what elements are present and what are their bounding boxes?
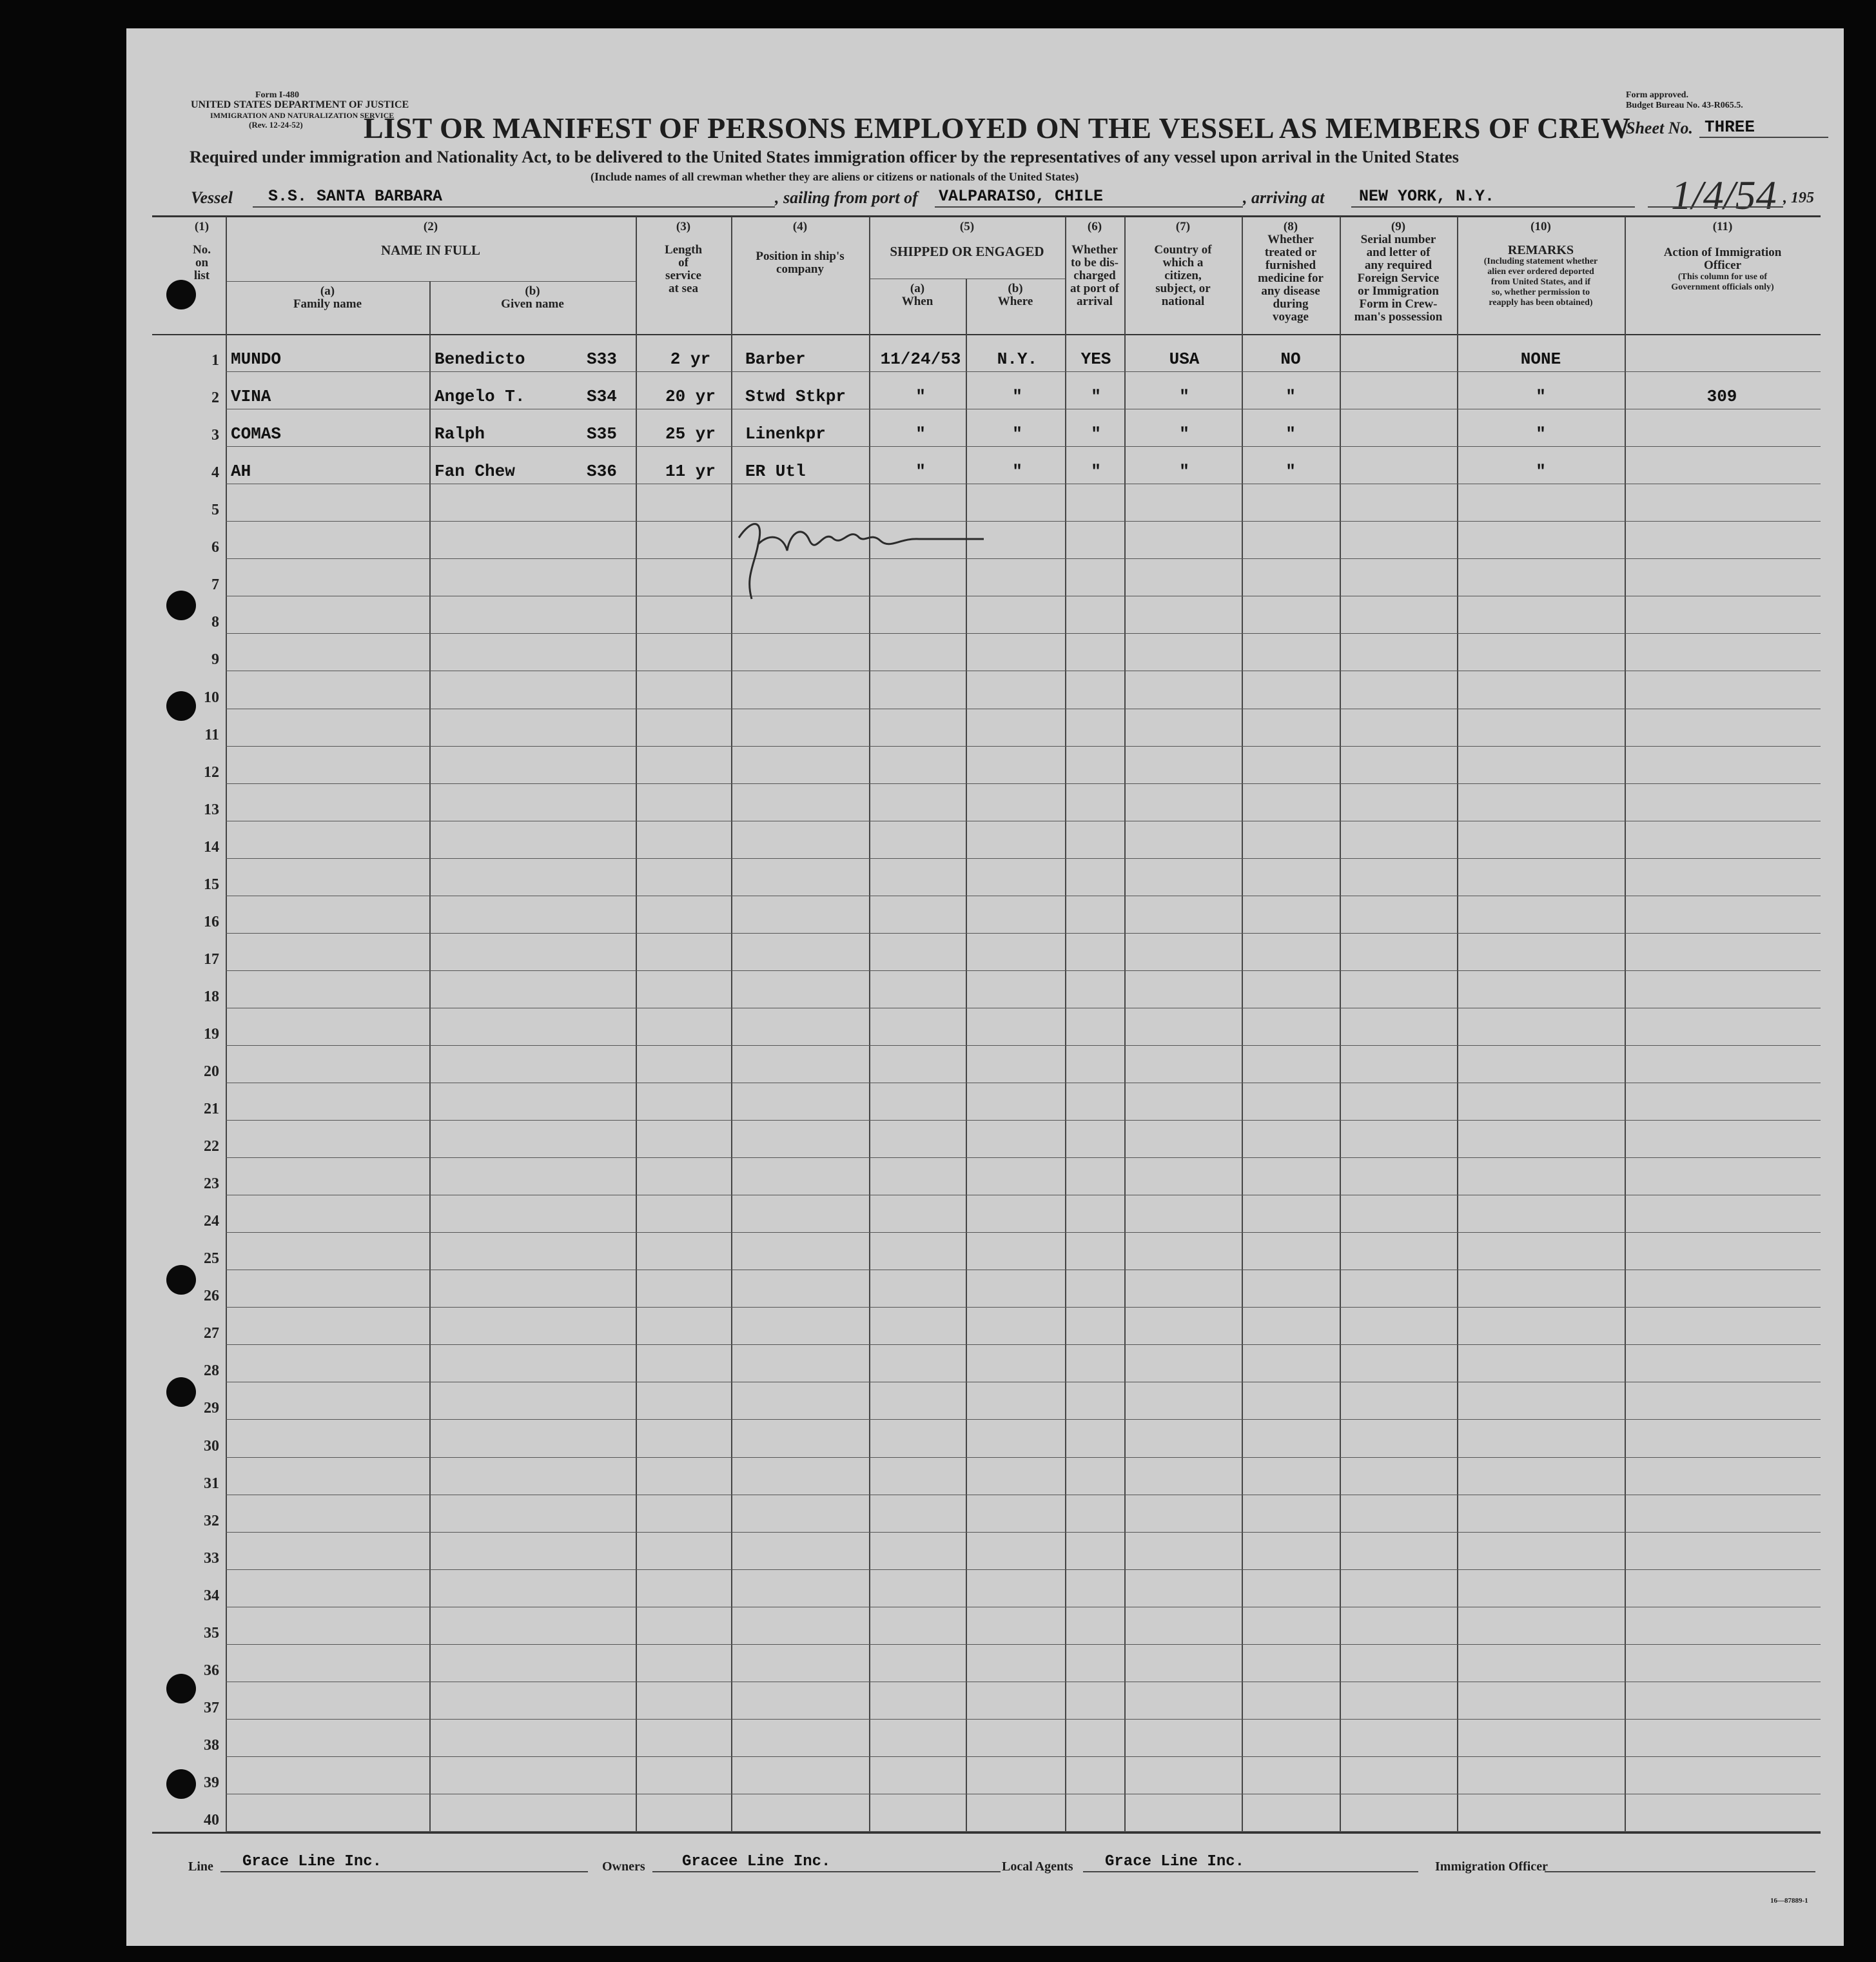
agency-line-2: IMMIGRATION AND NATURALIZATION SERVICE bbox=[210, 111, 395, 120]
row-number: 7 bbox=[211, 576, 219, 594]
col-line bbox=[1065, 217, 1066, 1832]
handwritten-signature bbox=[726, 493, 997, 622]
footer-line-rule bbox=[220, 1871, 588, 1872]
col2b-header bbox=[429, 285, 636, 311]
cell-remarks: " bbox=[1536, 387, 1546, 407]
cell-position: Barber bbox=[745, 349, 806, 369]
col-line bbox=[1625, 217, 1626, 1832]
col2b-number: (b) bbox=[525, 284, 540, 298]
col2a-number: (a) bbox=[320, 284, 335, 298]
row-number: 12 bbox=[204, 763, 219, 781]
col5b-label: Where bbox=[997, 295, 1033, 308]
row-number: 27 bbox=[204, 1325, 219, 1342]
arriving-label: , arriving at bbox=[1243, 188, 1325, 207]
row-rule bbox=[226, 633, 1821, 634]
col8-number: (8) bbox=[1283, 220, 1298, 233]
row-number: 28 bbox=[204, 1362, 219, 1380]
cell-when: 11/24/53 bbox=[880, 349, 961, 369]
col8-line: treated or bbox=[1264, 246, 1317, 259]
footer-owners-value: Gracee Line Inc. bbox=[682, 1853, 831, 1870]
row-number: 34 bbox=[204, 1587, 219, 1604]
footer-agents-label: Local Agents bbox=[1002, 1859, 1073, 1874]
col7-number: (7) bbox=[1175, 220, 1191, 233]
cell-country: " bbox=[1179, 387, 1189, 407]
col4-number: (4) bbox=[792, 220, 808, 233]
cell-medicine: " bbox=[1285, 462, 1296, 482]
row-rule bbox=[226, 1157, 1821, 1158]
row-number: 38 bbox=[204, 1736, 219, 1754]
table-bottom-rule bbox=[152, 1832, 1821, 1834]
sailing-label: , sailing from port of bbox=[775, 188, 918, 207]
row-rule bbox=[226, 1344, 1821, 1345]
row-rule bbox=[226, 1120, 1821, 1121]
col6-line: at port of bbox=[1070, 282, 1119, 295]
col8-header bbox=[1242, 221, 1340, 324]
col3-line: at sea bbox=[669, 282, 698, 295]
cell-where: " bbox=[1012, 462, 1022, 482]
col10-number: (10) bbox=[1530, 220, 1551, 233]
col5b-header bbox=[966, 282, 1065, 308]
cell-country: " bbox=[1179, 462, 1189, 482]
col2b-label: Given name bbox=[501, 297, 564, 311]
col10-title: REMARKS bbox=[1507, 243, 1574, 257]
cell-family: COMAS bbox=[231, 424, 282, 444]
row-number: 25 bbox=[204, 1250, 219, 1268]
col11-header bbox=[1625, 221, 1821, 293]
footer-line-value: Grace Line Inc. bbox=[242, 1853, 382, 1870]
col10-line: so, whether permission to bbox=[1491, 288, 1590, 297]
row-number: 17 bbox=[204, 950, 219, 968]
row-rule bbox=[226, 1457, 1821, 1458]
arrival-date: 1/4/54 bbox=[1671, 172, 1777, 218]
cell-position: Linenkpr bbox=[745, 424, 826, 444]
col7-line: Country of bbox=[1154, 243, 1212, 257]
col1-line: on bbox=[195, 256, 209, 270]
cell-position: ER Utl bbox=[745, 462, 806, 482]
col11-line: Government officials only) bbox=[1671, 282, 1774, 292]
form-title: LIST OR MANIFEST OF PERSONS EMPLOYED ON THE VESSEL AS MEMBERS OF CREW bbox=[364, 112, 1631, 144]
row-number: 6 bbox=[211, 539, 219, 556]
cell-service: 25 yr bbox=[665, 424, 716, 444]
col-line bbox=[731, 217, 732, 1832]
approval-line-2: Budget Bureau No. 43-R065.5. bbox=[1626, 101, 1743, 110]
row-number: 36 bbox=[204, 1662, 219, 1679]
cell-country: " bbox=[1179, 424, 1189, 444]
col8-line: Whether bbox=[1267, 233, 1314, 246]
cell-remarks: " bbox=[1536, 424, 1546, 444]
cell-given: Angelo T. bbox=[435, 387, 525, 407]
cell-code: S35 bbox=[587, 424, 617, 444]
col-line bbox=[226, 217, 227, 1832]
col3-line: of bbox=[678, 256, 689, 270]
row-rule bbox=[226, 371, 1821, 372]
cell-family: AH bbox=[231, 462, 251, 482]
row-number: 3 bbox=[211, 427, 219, 444]
cell-code: S34 bbox=[587, 387, 617, 407]
col11-line: Officer bbox=[1703, 259, 1741, 272]
row-number: 2 bbox=[211, 389, 219, 407]
cell-code: S33 bbox=[587, 349, 617, 369]
col1-line: No. bbox=[193, 243, 211, 257]
row-number: 8 bbox=[211, 614, 219, 631]
col-line bbox=[636, 217, 637, 1832]
year-suffix: , 195 bbox=[1783, 190, 1814, 206]
col8-line: any disease bbox=[1261, 284, 1320, 298]
col10-line: reapply has been obtained) bbox=[1489, 298, 1593, 308]
col4-line: company bbox=[776, 262, 824, 276]
col7-header bbox=[1124, 221, 1242, 308]
sailing-line bbox=[935, 206, 1243, 208]
manifest-sheet bbox=[126, 28, 1844, 1946]
form-revision: (Rev. 12-24-52) bbox=[249, 120, 303, 130]
cell-remarks: " bbox=[1536, 462, 1546, 482]
col7-line: citizen, bbox=[1164, 269, 1202, 282]
row-number: 20 bbox=[204, 1063, 219, 1080]
col7-line: subject, or bbox=[1155, 282, 1211, 295]
name-sub-rule bbox=[226, 281, 636, 282]
cell-service: 11 yr bbox=[665, 462, 716, 482]
col11-number: (11) bbox=[1712, 220, 1733, 233]
col2-number: (2) bbox=[423, 220, 438, 233]
row-rule bbox=[226, 1532, 1821, 1533]
sheet-number-line bbox=[1699, 137, 1828, 138]
cell-medicine: " bbox=[1285, 424, 1296, 444]
row-rule bbox=[226, 1756, 1821, 1757]
cell-when: " bbox=[915, 462, 926, 482]
cell-when: " bbox=[915, 424, 926, 444]
cell-medicine: " bbox=[1285, 387, 1296, 407]
col5a-number: (a) bbox=[910, 282, 925, 295]
col10-line: from United States, and if bbox=[1490, 277, 1591, 287]
form-subtitle: Required under immigration and Nationality Act, to be delivered to the United States immigration officer by the representatives of any vessel upon arrival in the United States bbox=[190, 147, 1459, 166]
row-rule bbox=[226, 521, 1821, 522]
col6-line: charged bbox=[1073, 269, 1116, 282]
row-number: 33 bbox=[204, 1549, 219, 1567]
row-rule bbox=[226, 558, 1821, 559]
col5a-header bbox=[869, 282, 966, 308]
col9-line: man's possession bbox=[1354, 310, 1443, 324]
row-rule bbox=[226, 1045, 1821, 1046]
col-line bbox=[1242, 217, 1243, 1832]
col11-line: Action of Immigration bbox=[1663, 246, 1782, 259]
date-line bbox=[1648, 206, 1783, 208]
col7-line: national bbox=[1161, 295, 1205, 308]
row-number: 32 bbox=[204, 1512, 219, 1529]
row-rule bbox=[226, 1719, 1821, 1720]
col9-number: (9) bbox=[1391, 220, 1406, 233]
row-rule bbox=[226, 446, 1821, 447]
col3-number: (3) bbox=[676, 220, 691, 233]
row-rule bbox=[226, 1419, 1821, 1420]
row-number: 16 bbox=[204, 913, 219, 930]
col5-header bbox=[869, 221, 1065, 258]
row-rule bbox=[226, 933, 1821, 934]
row-number: 10 bbox=[204, 689, 219, 706]
row-number: 18 bbox=[204, 988, 219, 1005]
table-top-rule bbox=[152, 215, 1821, 217]
col9-line: Form in Crew- bbox=[1359, 297, 1438, 311]
row-number: 1 bbox=[211, 352, 219, 369]
footer-owners-label: Owners bbox=[602, 1859, 645, 1874]
cell-service: 2 yr bbox=[670, 349, 711, 369]
cell-country: USA bbox=[1169, 349, 1200, 369]
agency-line-1: UNITED STATES DEPARTMENT OF JUSTICE bbox=[191, 99, 409, 110]
row-number: 9 bbox=[211, 651, 219, 669]
sheet-number-value: THREE bbox=[1705, 117, 1755, 137]
punch-hole bbox=[166, 280, 196, 309]
col2-title: NAME IN FULL bbox=[380, 242, 480, 258]
row-rule bbox=[226, 783, 1821, 784]
cell-family: MUNDO bbox=[231, 349, 282, 369]
row-number: 23 bbox=[204, 1175, 219, 1193]
cell-code: S36 bbox=[587, 462, 617, 482]
col5b-number: (b) bbox=[1008, 282, 1023, 295]
col8-line: medicine for bbox=[1258, 271, 1324, 285]
cell-when: " bbox=[915, 387, 926, 407]
row-number: 37 bbox=[204, 1699, 219, 1716]
row-number: 30 bbox=[204, 1437, 219, 1455]
approval-line-1: Form approved. bbox=[1626, 90, 1688, 100]
cell-discharged: " bbox=[1091, 424, 1101, 444]
col3-header bbox=[636, 221, 731, 295]
cell-discharged: " bbox=[1091, 462, 1101, 482]
col1-header bbox=[178, 221, 226, 282]
col-line bbox=[1124, 217, 1126, 1832]
cell-given: Ralph bbox=[435, 424, 485, 444]
col5-title: SHIPPED OR ENGAGED bbox=[890, 244, 1044, 259]
col2a-label: Family name bbox=[293, 297, 362, 311]
row-rule bbox=[226, 1307, 1821, 1308]
col8-line: during bbox=[1273, 297, 1309, 311]
col6-header bbox=[1065, 221, 1124, 308]
cell-where: " bbox=[1012, 387, 1022, 407]
row-number: 35 bbox=[204, 1624, 219, 1642]
col6-line: arrival bbox=[1077, 295, 1113, 308]
footer-agents-value: Grace Line Inc. bbox=[1105, 1853, 1245, 1870]
row-rule bbox=[226, 1831, 1821, 1832]
header-bottom-rule bbox=[152, 334, 1821, 335]
row-number: 15 bbox=[204, 876, 219, 893]
col3-line: service bbox=[665, 269, 701, 282]
col9-line: and letter of bbox=[1366, 246, 1431, 259]
row-number: 24 bbox=[204, 1213, 219, 1230]
footer-officer-label: Immigration Officer bbox=[1435, 1859, 1548, 1874]
col7-line: which a bbox=[1162, 256, 1204, 270]
col3-line: Length bbox=[664, 243, 703, 257]
row-number: 5 bbox=[211, 502, 219, 519]
col9-line: Foreign Service bbox=[1357, 271, 1440, 285]
arriving-port: NEW YORK, N.Y. bbox=[1359, 187, 1495, 206]
row-rule bbox=[226, 1569, 1821, 1570]
row-number: 13 bbox=[204, 801, 219, 818]
cell-where: N.Y. bbox=[997, 349, 1038, 369]
row-number: 19 bbox=[204, 1025, 219, 1043]
cell-given: Benedicto bbox=[435, 349, 525, 369]
col8-line: voyage bbox=[1273, 310, 1309, 324]
col-line bbox=[429, 281, 431, 1832]
col1-line: list bbox=[193, 269, 210, 282]
footer-line-label: Line bbox=[188, 1859, 213, 1874]
cell-service: 20 yr bbox=[665, 387, 716, 407]
vessel-name: S.S. SANTA BARBARA bbox=[268, 187, 443, 206]
footer-agents-rule bbox=[1083, 1871, 1418, 1872]
col9-line: Serial number bbox=[1360, 233, 1436, 246]
sheet-number-label: Sheet No. bbox=[1626, 119, 1693, 137]
col4-header bbox=[731, 221, 869, 276]
col8-line: furnished bbox=[1265, 259, 1316, 272]
row-number: 14 bbox=[204, 838, 219, 856]
col5a-label: When bbox=[901, 295, 933, 308]
footer-owners-rule bbox=[652, 1871, 1001, 1872]
col2-header bbox=[226, 221, 636, 257]
arriving-line bbox=[1351, 206, 1635, 208]
footer-print-code: 16—87889-1 bbox=[1770, 1897, 1808, 1905]
col10-header bbox=[1457, 221, 1625, 308]
row-number: 39 bbox=[204, 1774, 219, 1791]
row-number: 21 bbox=[204, 1101, 219, 1118]
cell-medicine: NO bbox=[1280, 349, 1301, 369]
cell-position: Stwd Stkpr bbox=[745, 387, 846, 407]
row-number: 22 bbox=[204, 1138, 219, 1155]
row-rule bbox=[226, 1232, 1821, 1233]
cell-family: VINA bbox=[231, 387, 271, 407]
col2a-header bbox=[226, 285, 429, 311]
col11-line: (This column for use of bbox=[1677, 272, 1768, 282]
row-number: 26 bbox=[204, 1288, 219, 1305]
col5-number: (5) bbox=[959, 220, 975, 233]
vessel-label: Vessel bbox=[191, 188, 233, 207]
row-rule bbox=[226, 746, 1821, 747]
row-rule bbox=[226, 970, 1821, 971]
row-rule bbox=[226, 858, 1821, 859]
col1-number: (1) bbox=[194, 220, 210, 233]
cell-discharged: YES bbox=[1080, 349, 1111, 369]
col10-line: (Including statement whether bbox=[1483, 257, 1598, 266]
cell-where: " bbox=[1012, 424, 1022, 444]
cell-discharged: " bbox=[1091, 387, 1101, 407]
row-number: 4 bbox=[211, 464, 219, 482]
sailing-port: VALPARAISO, CHILE bbox=[939, 187, 1104, 206]
col9-line: any required bbox=[1364, 259, 1432, 272]
footer-officer-rule bbox=[1545, 1871, 1815, 1872]
col4-line: Position in ship's bbox=[756, 250, 845, 263]
row-number: 29 bbox=[204, 1400, 219, 1417]
cell-action: 309 bbox=[1706, 387, 1737, 407]
row-number: 31 bbox=[204, 1475, 219, 1492]
form-number: Form I-480 bbox=[255, 90, 300, 100]
col-line bbox=[869, 217, 870, 1832]
row-rule bbox=[226, 1644, 1821, 1645]
col10-line: alien ever ordered deported bbox=[1487, 267, 1594, 277]
col-line bbox=[1457, 217, 1458, 1832]
row-number: 40 bbox=[204, 1812, 219, 1829]
col6-number: (6) bbox=[1087, 220, 1102, 233]
col6-line: to be dis- bbox=[1071, 256, 1119, 270]
cell-given: Fan Chew bbox=[435, 462, 515, 482]
col9-header bbox=[1340, 221, 1457, 324]
cell-remarks: NONE bbox=[1520, 349, 1561, 369]
form-subnote: (Include names of all crewman whether they are aliens or citizens or nationals of the United States) bbox=[591, 170, 1079, 183]
row-number: 11 bbox=[204, 726, 219, 743]
col6-line: Whether bbox=[1071, 243, 1118, 257]
col9-line: or Immigration bbox=[1358, 284, 1439, 298]
col-line bbox=[1340, 217, 1341, 1832]
vessel-line bbox=[253, 206, 775, 208]
